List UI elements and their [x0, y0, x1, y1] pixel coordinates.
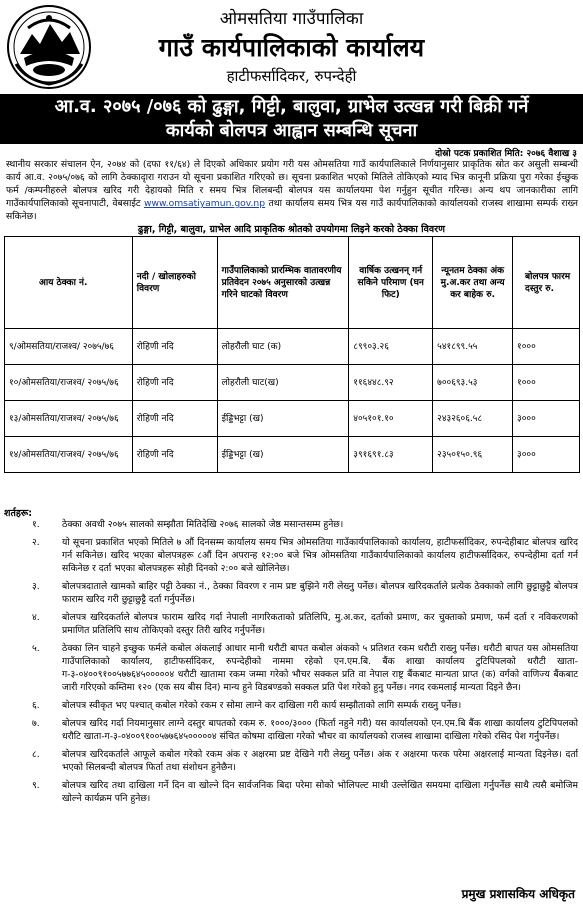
- cell-minimum-amount: ५४१८९९.५५: [433, 329, 513, 365]
- cell-contract-no: १०/ओमसतिया/राजश्व/ २०७५/७६: [5, 365, 133, 401]
- notice-title-line2: कार्यको बोलपत्र आह्वान सम्बन्धि सूचना: [165, 120, 418, 141]
- cell-quantity: ११६४४८.९२: [349, 365, 433, 401]
- cell-minimum-amount: २४३२६०६.५८: [433, 401, 513, 437]
- cell-river: रोहिणी नदि: [132, 401, 217, 437]
- col-header-minimum-amount: न्यूनतम ठेक्का अंक मु.अ.कर तथा अन्य कर बाहेक रु.: [433, 237, 513, 329]
- cell-quantity: ८९९०३.२६: [349, 329, 433, 365]
- list-item: [0, 642, 583, 694]
- term-text: बोलपत्र खरिद गर्दा नियमानुसार लाग्ने दस्तुर बापतको रकम रु. १०००/३००० (फिर्ता नहुने गरी) यस कार्यालयको एन.एम.बि बैंक शाखा कार्यालय टुटिपिपलको धरौटि खाता-ग-३-०४००९१००५७७६४५०००००४ संचित कोषमा दाखिला गरेको भौचर वा कार्यालयको राजस्व शाखामा दाखिला गरेको रसिद पेश गर्नुपर्नेछ।: [62, 718, 578, 742]
- cell-river: रोहिणी नदि: [132, 329, 217, 365]
- term-text: बोलपत्र स्वीकृत भए पश्चात् कबोल गरेको रकम र सोमा लाग्ने कर दाखिला गरी कार्य सम्झौताको लागि सम्पर्क राख्नु पर्नेछ।: [62, 700, 462, 711]
- cell-ghat: लोहरौली घाट (क): [217, 329, 349, 365]
- publication-date: दोस्रो पटक प्रकाशित मिति: २०७६ वैशाख ३: [435, 149, 577, 159]
- term-number: २.: [32, 537, 40, 548]
- term-text: ठेक्का लिन चाहने इच्छुक फर्मले कबोल अंकलाई आधार मानी धरौटी बापत कबोल अंकको ५ प्रतिशत रकम धरौटी राख्नु पर्नेछ। धरौटी बापत यस ओमसतिया गाउँपालिकाको कार्यालय, हाटीफर्सादिकर, रुपन्देहीको नाममा रहेको एन.एम.बि. बैंक शाखा कार्यालय टुटिपिपलको धरौटी खाता-ग-३-०४००९१००५७७६४५०००००४ धरौटी खातामा रकम जम्मा गरेको भौचर सक्कल प्रति वा नेपाल राष्ट्र बैंकबाट मान्यता प्राप्त (क) वर्गको वाणिज्य बैंकबाट जारी गरिएको कम्तिमा १२० (एक सय बीस दिन) मान्य हुने विडबण्डको सक्कल प्रति पेश गरेको हुनु पर्नेछ। नगद रकमलाई मान्यता दिइने छैन।: [62, 643, 578, 693]
- cell-form-fee: १०००: [513, 329, 580, 365]
- table-row: [5, 437, 580, 473]
- term-number: १.: [32, 519, 40, 530]
- term-number: ९.: [32, 780, 40, 791]
- notice-title-line1: आ.व. २०७५ /०७६ को ढुङ्गा, गिट्टी, बालुवा, ग्राभेल उत्खन्न गरी बिक्री गर्ने: [54, 96, 529, 117]
- signatory-title: प्रमुख प्रशासकिय अधिकृत: [461, 887, 575, 901]
- cell-river: रोहिणी नदि: [132, 365, 217, 401]
- intro-text-after: तथा कार्यालय समय भित्र यस गाउँ कार्यपालिकाको कार्यालयको राजस्व शाखामा सम्पर्क राख्न सकिनेछ।: [6, 198, 579, 222]
- table-caption: ढुङ्गा, गिट्टी, बालुवा, ग्राभेल आदि प्राकृतिक श्रोतको उपयोगमा लिइने करको ठेक्का विवरण: [138, 224, 445, 235]
- website-link[interactable]: www.omsatiyamun.gov.np: [143, 198, 266, 209]
- cell-ghat: लोहरौली घाट(ख): [217, 365, 349, 401]
- contracts-table: [4, 236, 580, 473]
- col-header-ghat: गाउँपालिकाको प्रारम्भिक वातावरणीय प्रतिवेदन २०७५ अनुसारको उत्खन्न गरिने घाटको विवरण: [217, 237, 349, 329]
- term-number: ६.: [32, 700, 40, 711]
- cell-form-fee: १०००: [513, 365, 580, 401]
- intro-text: स्थानीय सरकार संचालन ऐन, २०७४ को (दफा ११/६४) ले दिएको अधिकार प्रयोग गरी यस ओमसतिया गाउँ कार्यपालिकाले निर्णयानुसार प्राकृतिक स्रोत कर असुली सम्बन्धी कार्य आ.व. २०७५/०७६ को लागि ठेक्कादृारा गराउन यो सूचना प्रकाशित गरिएको छ। सूचना प्रकाशित भएको मितिले तोकिएको म्याद भित्र कानूनी प्रक्रिया पुरा गरेका ईच्छुक फर्म /कम्पनीहरुले बोलपत्र खरिद गरी देहायको मिति र समय भित्र शिलबन्दी बोलपत्र यस कार्यालयमा पेश गर्नुहुन सूचीत गरिन्छ। अन्य थप जानकारीका लागि गाउँकार्यपालिकाको सूचनापाटी, वेबसाईट: [6, 159, 578, 209]
- term-number: ३.: [32, 581, 40, 592]
- term-number: ७.: [32, 718, 40, 729]
- intro-paragraph: [6, 158, 578, 223]
- col-header-form-fee: बोलपत्र फारम दस्तुर रु.: [513, 237, 580, 329]
- term-text: ठेक्का अवधी २०७५ सालको सम्झौता मितिदेखि २०७६ सालको जेष्ठ मसान्तसम्म हुनेछ।: [62, 519, 344, 530]
- term-number: ४.: [32, 612, 40, 623]
- list-item: [0, 518, 583, 531]
- col-header-contract-no: आय ठेक्का नं.: [5, 237, 133, 329]
- term-number: ८.: [32, 749, 40, 760]
- term-number: ५.: [32, 643, 40, 654]
- table-row: [5, 365, 580, 401]
- cell-quantity: ४०५१०१.१०: [349, 401, 433, 437]
- list-item: [0, 717, 583, 743]
- list-item: [0, 611, 583, 637]
- terms-heading: शर्तहरू:: [4, 508, 33, 519]
- cell-form-fee: ३०००: [513, 437, 580, 473]
- list-item: [0, 699, 583, 712]
- list-item: [0, 748, 583, 774]
- cell-quantity: ३९१६९१.८३: [349, 437, 433, 473]
- cell-contract-no: ९/ओमसतिया/राजश्व/ २०७५/७६: [5, 329, 133, 365]
- cell-ghat: ईड्डिभट्टा (ख): [217, 437, 349, 473]
- col-header-annual-quantity: वार्षिक उत्खनन् गर्न सकिने परिमाण (घन फिट): [349, 237, 433, 329]
- table-row: [5, 329, 580, 365]
- cell-minimum-amount: ७००६९३.५३: [433, 365, 513, 401]
- list-item: [0, 580, 583, 606]
- terms-list: [0, 518, 583, 805]
- term-text: बोलपत्र खरिदकर्ताले बोलपत्र फाराम खरिद गर्दा नेपाली नागरिकताको प्रतिलिपि, मु.अ.कर, दर्ताको प्रमाण, कर चुक्ताको प्रमाण, फर्म दर्ता र नविकरणको प्रमाणित प्रतिलिपि साथ तोकिएको दस्तुर तिरी खरिद गर्नुपर्नेछ।: [62, 612, 578, 636]
- table-header-row: [5, 237, 580, 329]
- cell-ghat: ईड्डिभट्टा (ख): [217, 401, 349, 437]
- cell-form-fee: ३०००: [513, 401, 580, 437]
- letterhead: [0, 0, 583, 93]
- cell-minimum-amount: २३५०१५०.९६: [433, 437, 513, 473]
- term-text: बोलपत्र खरिद तथा दाखिला गर्ने दिन वा खोल्ने दिन सार्वजनिक बिदा परेमा सोको भोलिपल्ट माथी उल्लेखित समयमा दाखिला गर्नुपर्नेछ साथै त्यसै बमोजिम खोल्ने कार्यक्रम पनि हुनेछ।: [62, 780, 578, 804]
- municipality-name: ओमसतिया गाउँपालिका: [219, 9, 364, 29]
- term-text: बोलपत्रदाताले खामको बाहिर पट्टी ठेक्का नं., ठेक्का विवरण र नाम प्रष्ट बुझिने गरी लेख्नु पर्नेछ। बोलपत्र खरिदकर्ताले प्रत्येक ठेक्काको लागि छुट्टाछुट्टै बोलपत्र फाराम खरिद गरी छुट्टाछुट्टै दर्ता गर्नुपर्नेछ।: [62, 581, 578, 605]
- list-item: [0, 536, 583, 575]
- list-item: [0, 779, 583, 805]
- cell-contract-no: १४/ओमसतिया/राजश्व/ २०७५/७६: [5, 437, 133, 473]
- table-row: [5, 401, 580, 437]
- cell-contract-no: १३/ओमसतिया/राजश्व/ २०७५/७६: [5, 401, 133, 437]
- office-name: गाउँ कार्यपालिकाको कार्यालय: [158, 33, 425, 62]
- office-address: हाटीफर्सादिकर, रुपन्देही: [226, 67, 357, 85]
- term-text: यो सूचना प्रकाशित भएको मितिले ७ औं दिनसम्म कार्यालय समय भित्र ओमसतिया गाउँकार्यपालिकाको कार्यालय, हाटीफर्सादिकर, रुपन्देहीबाट बोलपत्र खरिद गर्न सकिनेछ। खरिद भएका बोलपत्रहरू ८औं दिन अपरान्ह १२:०० बजे भित्र ओमसतिया गाउँकार्यपालिकाको कार्यालय हाटीफर्सादिकर, रुपन्देहीमा दर्ता गर्न सकिनेछ र दर्ता भएका बोलपत्रहरू सोही दिनको २:०० बजे खोलिनेछ।: [62, 537, 578, 574]
- cell-river: रोहिणी नदि: [132, 437, 217, 473]
- term-text: बोलपत्र खरिदकर्ताले आफूले कबोल गरेको रकम अंक र अक्षरमा प्रष्ट देखिने गरी लेख्नु पर्नेछ। अंक र अक्षरमा फरक परेमा अक्षरलाई मान्यता दिइनेछ। दर्ता भएको सिलबन्दी बोलपत्र फिर्ता तथा संशोधन हुनेछैन।: [62, 749, 578, 773]
- notice-title-band: [0, 94, 583, 144]
- col-header-river: नदी / खोलाहरुको विवरण: [132, 237, 217, 329]
